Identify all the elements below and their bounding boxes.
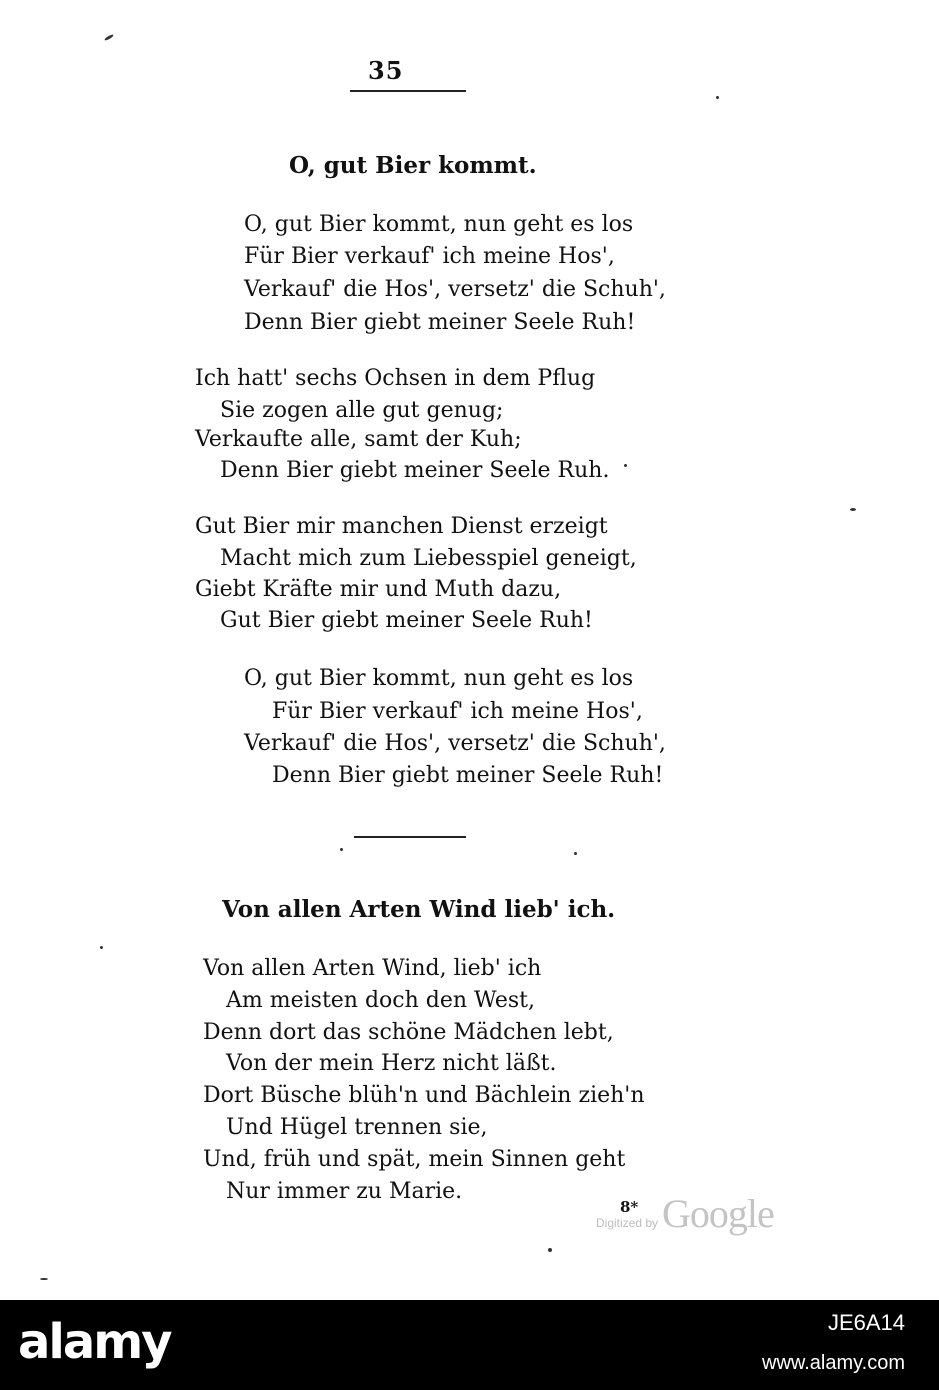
scan-speck xyxy=(104,34,114,42)
poem1-line: Gut Bier giebt meiner Seele Ruh! xyxy=(220,608,593,633)
section-divider xyxy=(354,836,466,838)
scan-speck xyxy=(574,852,577,855)
scan-speck xyxy=(548,1248,552,1252)
poem2-line: Denn dort das schöne Mädchen lebt, xyxy=(203,1020,614,1045)
page-number: 35 xyxy=(368,56,404,85)
poem1-line: Denn Bier giebt meiner Seele Ruh! xyxy=(272,763,664,788)
alamy-logo: alamy xyxy=(18,1314,171,1370)
poem2-line: Von der mein Herz nicht läßt. xyxy=(226,1051,557,1076)
header-rule xyxy=(350,90,466,92)
poem1-line: Giebt Kräfte mir und Muth dazu, xyxy=(195,577,562,602)
poem2-line: Nur immer zu Marie. xyxy=(226,1179,463,1204)
poem1-line: Denn Bier giebt meiner Seele Ruh! xyxy=(244,310,636,335)
watermark-small: Digitized by xyxy=(596,1216,659,1230)
stock-footer xyxy=(0,1300,939,1390)
scan-speck xyxy=(624,464,627,467)
poem1-line: Für Bier verkauf' ich meine Hos', xyxy=(272,699,643,724)
poem2-line: Von allen Arten Wind, lieb' ich xyxy=(203,956,542,981)
poem-title-2: Von allen Arten Wind lieb' ich. xyxy=(222,896,616,923)
poem1-line: O, gut Bier kommt, nun geht es los xyxy=(244,666,634,691)
poem1-line: Für Bier verkauf' ich meine Hos', xyxy=(244,244,615,269)
poem1-line: Verkauf' die Hos', versetz' die Schuh', xyxy=(244,277,666,302)
scan-speck xyxy=(40,1278,48,1280)
poem2-line: Am meisten doch den West, xyxy=(226,988,536,1013)
poem1-line: Ich hatt' sechs Ochsen in dem Pflug xyxy=(195,366,596,391)
poem1-line: O, gut Bier kommt, nun geht es los xyxy=(244,212,634,237)
site-url[interactable]: www.alamy.com xyxy=(762,1352,905,1374)
scan-speck xyxy=(716,96,719,99)
poem2-line: Und Hügel trennen sie, xyxy=(226,1115,488,1140)
poem1-line: Gut Bier mir manchen Dienst erzeigt xyxy=(195,514,608,539)
scan-speck xyxy=(340,848,343,851)
scan-speck xyxy=(850,508,856,511)
poem1-line: Verkauf' die Hos', versetz' die Schuh', xyxy=(244,731,666,756)
poem1-line: Sie zogen alle gut genug; xyxy=(220,398,504,423)
signature-mark: 8* xyxy=(620,1198,639,1216)
poem2-line: Und, früh und spät, mein Sinnen geht xyxy=(203,1147,626,1172)
poem1-line: Denn Bier giebt meiner Seele Ruh. xyxy=(220,458,610,483)
google-watermark xyxy=(596,1190,774,1237)
watermark-logo: Google xyxy=(662,1191,774,1236)
poem1-line: Verkaufte alle, samt der Kuh; xyxy=(195,427,522,452)
poem1-line: Macht mich zum Liebesspiel geneigt, xyxy=(220,546,637,571)
poem-title-1: O, gut Bier kommt. xyxy=(289,152,537,179)
scan-speck xyxy=(100,946,103,949)
image-id: JE6A14 xyxy=(827,1310,905,1335)
poem2-line: Dort Büsche blüh'n und Bächlein zieh'n xyxy=(203,1083,645,1108)
